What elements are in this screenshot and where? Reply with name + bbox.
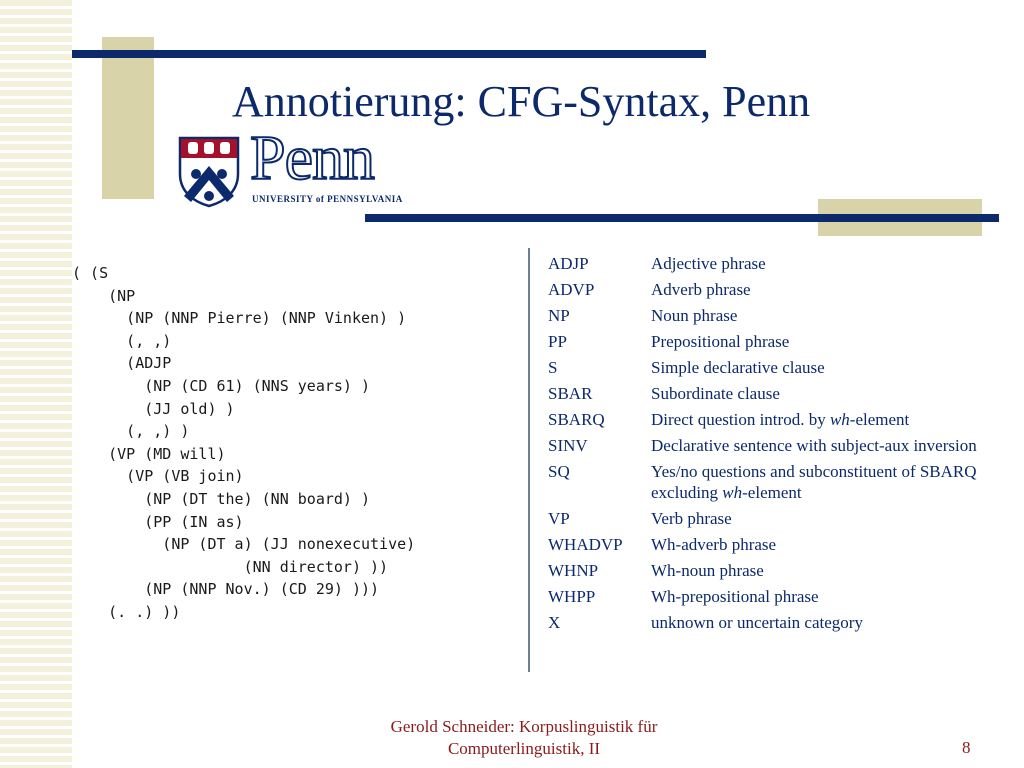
category-description — [651, 560, 981, 581]
category-desc-text: Direct question introd. by — [651, 410, 830, 429]
code-line: (VP (VB join) — [72, 467, 244, 486]
category-description — [651, 508, 981, 529]
category-description — [651, 461, 981, 503]
category-description — [651, 534, 981, 555]
category-desc-text: Adverb phrase — [651, 280, 751, 299]
code-line: (. .) )) — [72, 602, 181, 621]
penn-wordmark: Penn — [250, 122, 374, 193]
code-line: (JJ old) ) — [72, 399, 235, 418]
category-description — [651, 357, 981, 378]
category-row — [548, 357, 981, 378]
category-desc-tail: -element — [742, 483, 802, 502]
category-row — [548, 383, 981, 404]
code-line: ( (S — [72, 264, 109, 282]
category-row — [548, 279, 981, 300]
penn-logo — [178, 122, 410, 212]
category-desc-text: Yes/no questions and subconstituent of SBARQ excluding — [651, 462, 977, 502]
code-line: (NN director) )) — [72, 557, 389, 576]
category-abbr: SQ — [548, 462, 570, 481]
code-line: (NP — [72, 286, 136, 305]
category-row — [548, 331, 981, 352]
category-desc-emphasis: wh — [829, 410, 850, 429]
category-row — [548, 560, 981, 581]
code-line: (PP (IN as) — [72, 512, 244, 531]
column-divider — [528, 248, 530, 672]
category-abbr: SBAR — [548, 384, 593, 403]
category-row — [548, 508, 981, 529]
category-description — [651, 586, 981, 607]
category-abbr: X — [548, 613, 561, 632]
category-desc-tail: -element — [849, 410, 910, 429]
category-description — [651, 383, 981, 404]
footer-line-1: Gerold Schneider: Korpuslinguistik für — [390, 717, 658, 736]
category-description — [651, 331, 981, 352]
category-abbr: WHNP — [548, 561, 599, 580]
parse-tree-code — [72, 262, 415, 624]
category-abbr: PP — [548, 332, 567, 351]
category-desc-emphasis: wh — [722, 483, 743, 502]
category-desc-text: Subordinate clause — [651, 384, 780, 403]
category-abbr: ADVP — [548, 280, 595, 299]
decorative-block-top — [102, 37, 154, 199]
category-abbr: NP — [548, 306, 570, 325]
category-desc-text: Adjective phrase — [651, 254, 766, 273]
category-row — [548, 305, 981, 326]
footer-credit — [320, 716, 728, 760]
category-row — [548, 534, 981, 555]
decorative-line-top — [72, 50, 706, 58]
code-line: (NP (NNP Pierre) (NNP Vinken) ) — [72, 309, 407, 328]
category-desc-text: Verb phrase — [651, 509, 732, 528]
code-line: (NP (CD 61) (NNS years) ) — [72, 376, 371, 395]
penn-shield-icon — [178, 136, 240, 208]
code-line: (NP (DT a) (JJ nonexecutive) — [72, 535, 416, 554]
left-stripe-band — [0, 0, 72, 768]
category-description — [651, 409, 981, 430]
category-abbr: VP — [548, 509, 570, 528]
category-desc-text: unknown or uncertain category — [651, 613, 863, 632]
category-abbr: S — [548, 358, 558, 377]
category-table — [548, 253, 981, 638]
code-line: (, ,) ) — [72, 422, 190, 441]
category-abbr: WHADVP — [548, 535, 623, 554]
category-desc-text: Prepositional phrase — [651, 332, 790, 351]
category-desc-text: Wh-noun phrase — [651, 561, 764, 580]
category-abbr: ADJP — [548, 254, 589, 273]
category-desc-text: Declarative sentence with subject-aux inversion — [651, 436, 977, 455]
category-desc-text: Wh-prepositional phrase — [651, 587, 819, 606]
penn-subtitle: UNIVERSITY of PENNSYLVANIA — [252, 194, 403, 204]
decorative-line-right — [365, 214, 999, 222]
category-row — [548, 253, 981, 274]
footer-line-2: Computerlinguistik, II — [447, 739, 601, 758]
category-description — [651, 435, 981, 456]
page-number: 8 — [962, 738, 971, 757]
category-description — [651, 612, 981, 633]
code-line: (VP (MD will) — [72, 444, 226, 463]
category-abbr: SBARQ — [548, 410, 605, 429]
code-line: (NP (NNP Nov.) (CD 29) ))) — [72, 580, 380, 599]
category-row — [548, 435, 981, 456]
code-line: (, ,) — [72, 331, 172, 350]
slide-title: Annotierung: CFG-Syntax, Penn — [232, 77, 811, 126]
category-abbr: SINV — [548, 436, 588, 455]
category-desc-text: Simple declarative clause — [651, 358, 825, 377]
category-description — [651, 279, 981, 300]
category-row — [548, 586, 981, 607]
category-desc-text: Noun phrase — [651, 306, 738, 325]
category-abbr: WHPP — [548, 587, 596, 606]
category-row — [548, 461, 981, 503]
category-row — [548, 612, 981, 633]
category-desc-text: Wh-adverb phrase — [651, 535, 777, 554]
category-row — [548, 409, 981, 430]
code-line: (NP (DT the) (NN board) ) — [72, 489, 371, 508]
category-description — [651, 305, 981, 326]
category-description — [651, 253, 981, 274]
code-line: (ADJP — [72, 354, 172, 373]
